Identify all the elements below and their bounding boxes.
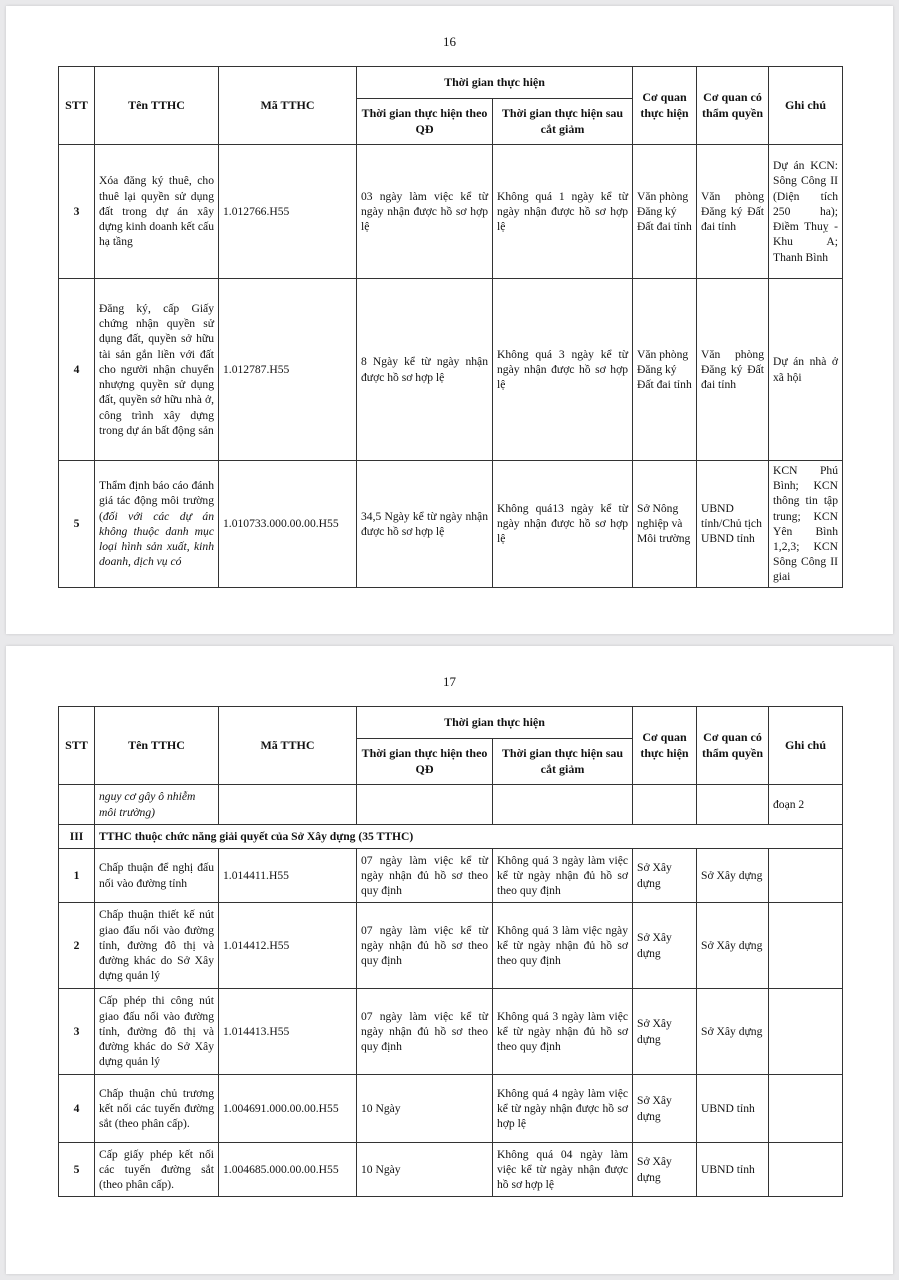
row-ghi-chu [769, 1143, 843, 1197]
header-co-quan-tham-quyen: Cơ quan có thẩm quyền [697, 707, 769, 785]
header-sau-cat-giam: Thời gian thực hiện sau cắt giảm [493, 99, 633, 145]
row-stt: 2 [59, 903, 95, 989]
header-stt: STT [59, 67, 95, 145]
row-ghi-chu [769, 849, 843, 903]
header-sau-cat-giam: Thời gian thực hiện sau cắt giảm [493, 739, 633, 785]
row-ghi-chu: Dự án nhà ở xã hội [769, 279, 843, 461]
row-ma-tthc: 1.004685.000.00.00.H55 [219, 1143, 357, 1197]
table-row [59, 1075, 843, 1143]
table-row [59, 903, 843, 989]
row-ma-tthc: 1.012766.H55 [219, 145, 357, 279]
row-sau-cat-giam: Không quá 1 ngày kể từ ngày nhận được hồ sơ hợp lệ [493, 145, 633, 279]
row-theo-qd: 10 Ngày [357, 1143, 493, 1197]
row-theo-qd: 10 Ngày [357, 1075, 493, 1143]
row-co-quan-tham-quyen: Sở Xây dựng [697, 849, 769, 903]
row-co-quan-tham-quyen: Sở Xây dựng [697, 989, 769, 1075]
row-co-quan-thuc-hien: Sở Nông nghiệp và Môi trường [633, 461, 697, 588]
row-ten-tthc [95, 461, 219, 588]
row-theo-qd: 03 ngày làm việc kể từ ngày nhận được hồ sơ hợp lệ [357, 145, 493, 279]
header-ma-tthc: Mã TTHC [219, 707, 357, 785]
row-ma-tthc: 1.010733.000.00.00.H55 [219, 461, 357, 588]
section-title: TTHC thuộc chức năng giải quyết của Sở Xây dựng (35 TTHC) [95, 825, 843, 849]
row-ghi-chu [769, 989, 843, 1075]
row-ghi-chu [769, 903, 843, 989]
row-ten-tthc: Chấp thuận thiết kế nút giao đấu nối vào đường tỉnh, đường đô thị và đường khác do Sở Xây dựng quản lý [95, 903, 219, 989]
row-co-quan-thuc-hien: Sở Xây dựng [633, 1075, 697, 1143]
row-theo-qd: 34,5 Ngày kể từ ngày nhận được hồ sơ hợp lệ [357, 461, 493, 588]
table-row [59, 461, 843, 588]
row-ma-tthc: 1.014412.H55 [219, 903, 357, 989]
row-ghi-chu-continued: đoạn 2 [769, 785, 843, 825]
header-ten-tthc: Tên TTHC [95, 67, 219, 145]
row-ghi-chu: Dự án KCN: Sông Công II (Diện tích 250 ha); Điềm Thuỵ - Khu A; Thanh Bình [769, 145, 843, 279]
header-ghi-chu: Ghi chú [769, 707, 843, 785]
header-ghi-chu: Ghi chú [769, 67, 843, 145]
row-co-quan-thuc-hien: Văn phòng Đăng ký Đất đai tỉnh [633, 145, 697, 279]
table-row [59, 1143, 843, 1197]
row-stt: 5 [59, 461, 95, 588]
table-row [59, 279, 843, 461]
document-page-16 [6, 6, 893, 634]
row-stt: 4 [59, 1075, 95, 1143]
header-theo-qd: Thời gian thực hiện theo QĐ [357, 99, 493, 145]
table-row [59, 145, 843, 279]
row-co-quan-tham-quyen: UBND tỉnh [697, 1075, 769, 1143]
row-stt: 5 [59, 1143, 95, 1197]
continued-row [59, 785, 843, 825]
row-ten-tthc: Chấp thuận để nghị đấu nối vào đường tỉnh [95, 849, 219, 903]
header-thoi-gian: Thời gian thực hiện [357, 707, 633, 739]
row-ghi-chu [769, 1075, 843, 1143]
row-sau-cat-giam: Không quá 3 ngày làm việc kể từ ngày nhận đủ hồ sơ theo quy định [493, 989, 633, 1075]
procedures-table [58, 706, 843, 1197]
row-ma-tthc: 1.014411.H55 [219, 849, 357, 903]
section-row [59, 825, 843, 849]
table-row [59, 849, 843, 903]
row-stt: 3 [59, 145, 95, 279]
row-co-quan-tham-quyen: UBND tỉnh/Chủ tịch UBND tỉnh [697, 461, 769, 588]
row-co-quan-thuc-hien: Sở Xây dựng [633, 849, 697, 903]
row-theo-qd: 07 ngày làm việc kể từ ngày nhận đủ hồ sơ theo quy định [357, 903, 493, 989]
row-sau-cat-giam: Không quá 3 ngày kể từ ngày nhận được hồ sơ hợp lệ [493, 279, 633, 461]
header-theo-qd: Thời gian thực hiện theo QĐ [357, 739, 493, 785]
header-row [59, 67, 843, 99]
row-co-quan-thuc-hien: Sở Xây dựng [633, 903, 697, 989]
row-theo-qd: 07 ngày làm việc kể từ ngày nhận đủ hồ sơ theo quy định [357, 849, 493, 903]
row-stt: 4 [59, 279, 95, 461]
row-ten-tthc: Cấp giấy phép kết nối các tuyến đường sắt (theo phân cấp). [95, 1143, 219, 1197]
header-ten-tthc: Tên TTHC [95, 707, 219, 785]
row-sau-cat-giam: Không quá 04 ngày làm việc kể từ ngày nhận được hồ sơ hợp lệ [493, 1143, 633, 1197]
header-row [59, 707, 843, 739]
header-thoi-gian: Thời gian thực hiện [357, 67, 633, 99]
document-page-17 [6, 646, 893, 1274]
row-theo-qd: 07 ngày làm việc kể từ ngày nhận đủ hồ sơ theo quy định [357, 989, 493, 1075]
row-ten-italic: đối với các dự án không thuộc danh mục loại hình sản xuất, kinh doanh, dịch vụ có [99, 509, 214, 569]
row-ghi-chu: KCN Phú Bình; KCN thông tin tập trung; KCN Yên Bình 1,2,3; KCN Sông Công II giai [769, 461, 843, 588]
page-number: 17 [443, 674, 456, 689]
page-number: 16 [443, 34, 456, 49]
row-stt: 1 [59, 849, 95, 903]
row-co-quan-thuc-hien: Sở Xây dựng [633, 1143, 697, 1197]
row-ten-tthc: Đăng ký, cấp Giấy chứng nhận quyền sử dụng đất, quyền sở hữu tài sản gắn liền với đất cho người nhận chuyển nhượng quyền sử dụng đất, quyền sở hữu nhà ở, công trình xây dựng trong dự án bất động sản [95, 279, 219, 461]
row-co-quan-thuc-hien: Sở Xây dựng [633, 989, 697, 1075]
table-row [59, 989, 843, 1075]
row-co-quan-thuc-hien: Văn phòng Đăng ký Đất đai tỉnh [633, 279, 697, 461]
row-ten-tthc: Cấp phép thi công nút giao đấu nối vào đường tỉnh, đường đô thị và đường khác do Sở Xây dựng quản lý [95, 989, 219, 1075]
row-ma-tthc: 1.014413.H55 [219, 989, 357, 1075]
row-ten-tthc: Xóa đăng ký thuê, cho thuê lại quyền sử dụng đất trong dự án xây dựng kinh doanh kết cấu hạ tầng [95, 145, 219, 279]
header-stt: STT [59, 707, 95, 785]
row-ten-tthc-continued: nguy cơ gây ô nhiễm môi trường) [95, 785, 219, 825]
header-co-quan-tham-quyen: Cơ quan có thẩm quyền [697, 67, 769, 145]
row-ten-tthc: Chấp thuận chủ trương kết nối các tuyến đường sắt (theo phân cấp). [95, 1075, 219, 1143]
row-sau-cat-giam: Không quá13 ngày kể từ ngày nhận được hồ sơ hợp lệ [493, 461, 633, 588]
header-co-quan-thuc-hien: Cơ quan thực hiện [633, 67, 697, 145]
row-co-quan-tham-quyen: Văn phòng Đăng ký Đất đai tỉnh [697, 279, 769, 461]
row-co-quan-tham-quyen: UBND tỉnh [697, 1143, 769, 1197]
procedures-table [58, 66, 843, 588]
header-ma-tthc: Mã TTHC [219, 67, 357, 145]
row-sau-cat-giam: Không quá 3 làm việc ngày kể từ ngày nhận đủ hồ sơ theo quy định [493, 903, 633, 989]
row-co-quan-tham-quyen: Văn phòng Đăng ký Đất đai tỉnh [697, 145, 769, 279]
section-stt: III [59, 825, 95, 849]
row-ma-tthc: 1.004691.000.00.00.H55 [219, 1075, 357, 1143]
row-co-quan-tham-quyen: Sở Xây dựng [697, 903, 769, 989]
row-ten-main: Thẩm định báo cáo đánh giá tác động môi trường ( [99, 479, 214, 523]
row-theo-qd: 8 Ngày kể từ ngày nhận được hồ sơ hợp lệ [357, 279, 493, 461]
row-sau-cat-giam: Không quá 3 ngày làm việc kể từ ngày nhận đủ hồ sơ theo quy định [493, 849, 633, 903]
header-co-quan-thuc-hien: Cơ quan thực hiện [633, 707, 697, 785]
row-sau-cat-giam: Không quá 4 ngày làm việc kể từ ngày nhận được hồ sơ hợp lệ [493, 1075, 633, 1143]
row-ma-tthc: 1.012787.H55 [219, 279, 357, 461]
row-stt: 3 [59, 989, 95, 1075]
